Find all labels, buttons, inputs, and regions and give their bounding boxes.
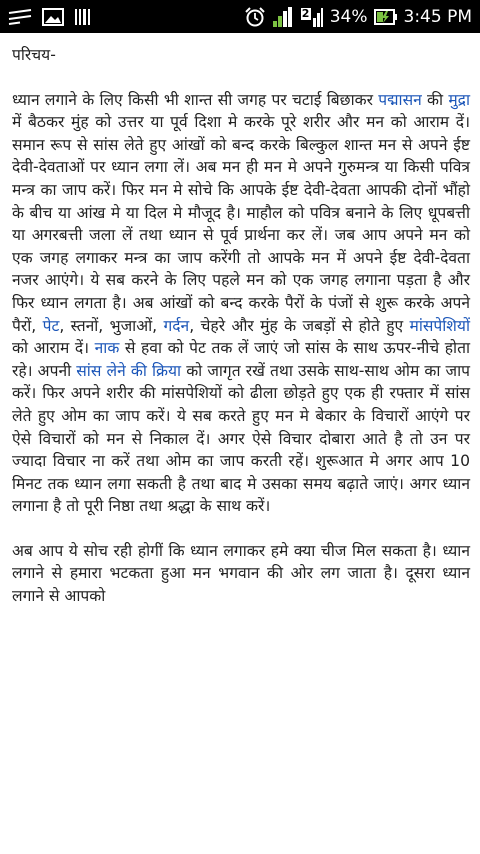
paragraph-text: में बैठकर मुंह को उत्तर या पूर्व दिशा मे करके पूरे शरीर और मन को आराम दें। समान रूप से सांस लेते हुए आंखों को बन्द करके बिल्कुल शान्त मन से अपने ईष्ट देवी-देवताओं पर ध्यान लगा लें। अब मन ही मन मे अपने गुरुमन्त्र या किसी पवित्र मन्त्र का जाप करें। फिर मन मे सोचे कि आपके ईष्ट देवी-देवता आपकी दोनों भौंहो के बीच या आंख मे या दिल मे मौजूद है। माहौल को पवित्र बनाने के लिए धूपबत्ती या अगरबत्ती जला लें तथा ध्यान से पूर्व प्रार्थना कर लें। जब आप अपने मन को एक जगह लगाकर मन्त्र का जाप करेंगी तो आपके मन में अपने ईष्ट देवी-देवता नजर आएंगे। ये सब करने के लिए पहले मन को एक जगह लगाना पड़ता है और फिर ध्यान लगता है। अब आंखों को बन्द करके पैरों के पंजों से शुरू करके अपने पैरों, [12,113,470,335]
paragraph-text: को जागृत रखें तथा उसके साथ-साथ ओम का जाप करें। फिर अपने शरीर की मांसपेशियों को ढीला छोड़ते हुए एक ही रफ्तार में सांस लेते हुए ओम का जाप करें। ये सब करते हुए मन मे बेकार के विचारों आएंगे पर ऐसे विचारों को मन से निकाल दें। अगर ऐसे विचार दोबारा आते है तो उन पर ज्यादा विचार ना करें तथा ओम का जाप करती रहें। शुरूआत मे अगर आप 10 मिनट तक ध्यान लगा सकती है तथा बाद मे उसका समय बढ़ाते जाएं। अगर ध्यान लगाना है तो पूरी निष्ठा तथा श्रद्धा के साथ करें। [12,361,470,516]
signal-2-icon [300,6,324,28]
system-status [244,6,472,28]
inline-link[interactable]: पद्मासन [378,90,422,109]
inline-link[interactable]: मांसपेशियों [409,316,470,335]
barcode-icon [74,8,92,26]
menu-lines-icon [8,9,32,25]
sim-label: 2 [301,6,310,20]
notification-icons [8,8,92,26]
paragraph-2: अब आप ये सोच रही होगीं कि ध्यान लगाकर हमे क्या चीज मिल सकता है। ध्यान लगाने से हमारा भटकता हुआ मन भगवान की ओर लग जाता है। दूसरा ध्यान लगाने से आपको [12,541,470,606]
paragraph-text: की [421,90,449,109]
clock: 3:45 PM [403,6,472,27]
battery-percent: 34% [329,6,368,27]
image-icon [42,8,64,26]
inline-link[interactable]: सांस लेने की क्रिया [76,361,182,380]
paragraph-text: ध्यान लगाने के लिए किसी भी शान्त सी जगह पर चटाई बिछाकर [12,90,379,109]
paragraph-1 [12,89,470,518]
inline-link[interactable]: मुद्रा [448,90,470,109]
paragraph-text: , स्तनों, भुजाओं, [59,316,164,335]
paragraph-text: को आराम दें। [12,339,95,358]
paragraph-text: से हवा को पेट तक लें जाएं जो सांस के साथ ऊपर-नीचे होता रहे। अपनी [12,339,470,380]
inline-link[interactable]: पेट [42,316,60,335]
status-bar [0,0,480,33]
inline-link[interactable]: गर्दन [163,316,190,335]
signal-1-icon [272,6,294,28]
section-heading: परिचय- [12,46,56,64]
alarm-icon [244,6,266,28]
article-body [12,40,470,630]
battery-charging-icon [374,8,398,26]
paragraph-text: , चेहरे और मुंह के जबड़ों से होते हुए [189,316,410,335]
inline-link[interactable]: नाक [94,339,120,358]
